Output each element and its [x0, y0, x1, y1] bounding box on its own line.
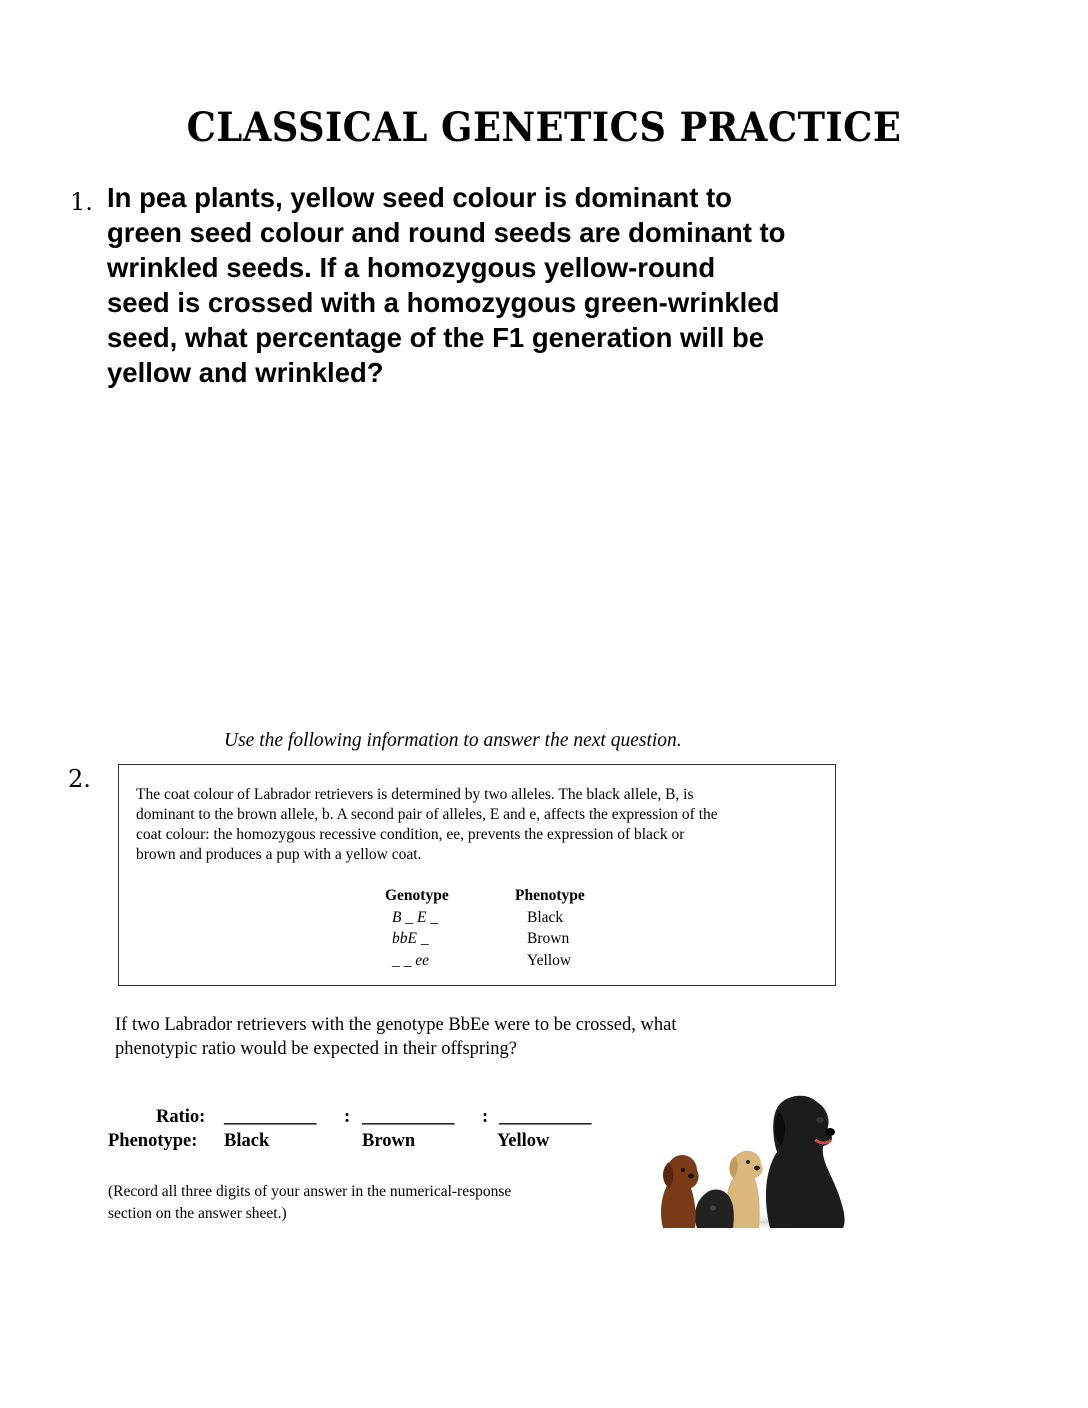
phenotype-yellow: Yellow: [497, 1131, 550, 1151]
phenotype-label: Phenotype:: [108, 1131, 198, 1151]
page-title: CLASSICAL GENETICS PRACTICE: [186, 104, 902, 151]
ratio-blank-yellow[interactable]: __________: [499, 1107, 592, 1127]
question-2-line: phenotypic ratio would be expected in their offspring?: [115, 1039, 517, 1059]
question-1-text: [107, 180, 907, 390]
question-2-line: If two Labrador retrievers with the genotype BbEe were to be crossed, what: [115, 1015, 677, 1035]
labrador-dogs-image: [655, 1090, 855, 1230]
phenotype-brown: Brown: [362, 1131, 416, 1151]
phenotype-cell: Black: [527, 908, 564, 926]
question-1-line: green seed colour and round seeds are dominant to: [107, 217, 786, 248]
ratio-colon: :: [344, 1107, 351, 1127]
info-box: [118, 764, 836, 986]
question-1-number: 1.: [70, 188, 93, 216]
note-line: section on the answer sheet.): [108, 1205, 287, 1222]
info-line: dominant to the brown allele, b. A second pair of alleles, E and e, affects the expression of the: [136, 806, 718, 823]
info-line: coat colour: the homozygous recessive condition, ee, prevents the expression of black or: [136, 826, 685, 843]
genotype-column: [385, 885, 449, 971]
phenotype-cell: Yellow: [527, 951, 572, 969]
question-1-line: seed, what percentage of the F1 generation will be: [107, 322, 765, 353]
question-1-line: wrinkled seeds. If a homozygous yellow-round: [107, 252, 716, 283]
genotype-cell: B _ E _: [392, 908, 439, 926]
phenotype-cell: Brown: [527, 930, 570, 947]
phenotype-header: Phenotype: [515, 887, 585, 904]
genotype-cell: _ _ ee: [392, 951, 430, 969]
info-text: [136, 785, 826, 865]
note-line: (Record all three digits of your answer in the numerical-response: [108, 1183, 512, 1200]
phenotype-column: [515, 885, 585, 971]
ratio-colon: :: [482, 1107, 489, 1127]
ratio-label: Ratio:: [156, 1107, 206, 1127]
genotype-cell: bbE _: [392, 930, 429, 947]
info-line: brown and produces a pup with a yellow coat.: [136, 846, 422, 863]
question-1-line: In pea plants, yellow seed colour is dominant to: [107, 182, 732, 213]
info-line: The coat colour of Labrador retrievers is determined by two alleles. The black allele, B, is: [136, 786, 694, 803]
answer-note: [108, 1181, 511, 1225]
question-2-text: [115, 1013, 835, 1061]
question-1-line: yellow and wrinkled?: [107, 357, 384, 388]
genotype-header: Genotype: [385, 887, 449, 904]
question-2-number: 2.: [68, 765, 91, 793]
ratio-blank-brown[interactable]: __________: [362, 1107, 455, 1127]
phenotype-black: Black: [224, 1131, 270, 1151]
question-1-line: seed is crossed with a homozygous green-wrinkled: [107, 287, 780, 318]
ratio-blank-black[interactable]: __________: [224, 1107, 317, 1127]
instruction-text: Use the following information to answer the next question.: [224, 730, 682, 751]
